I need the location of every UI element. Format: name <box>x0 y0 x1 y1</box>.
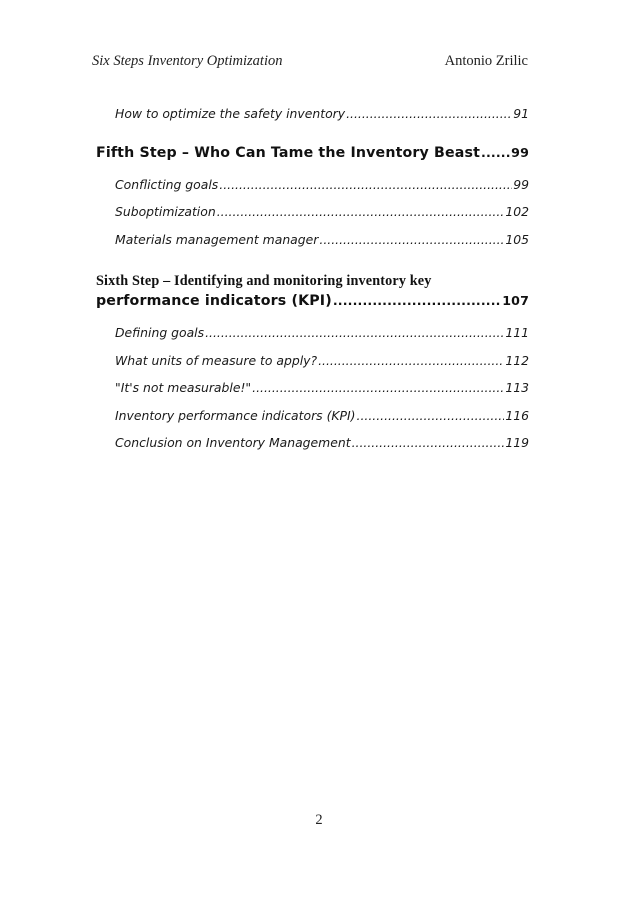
toc-leader-dots <box>333 291 501 310</box>
toc-entry-label: How to optimize the safety inventory <box>115 106 346 121</box>
toc-chapter-label-line2: performance indicators (KPI) <box>96 293 332 309</box>
toc-chapter-page: 107 <box>502 293 529 308</box>
toc-leader-dots <box>481 143 510 162</box>
toc-leader-dots <box>352 429 505 457</box>
toc-entry-page: 91 <box>513 106 529 121</box>
running-header-title: Six Steps Inventory Optimization <box>92 53 283 69</box>
toc-entry-page: 112 <box>505 352 529 368</box>
toc-leader-dots <box>205 319 504 347</box>
toc-entry-label: Materials management manager <box>115 231 319 247</box>
toc-chapter-label: Fifth Step – Who Can Tame the Inventory Beast <box>96 144 481 161</box>
toc-leader-dots <box>318 347 504 375</box>
toc-entry[interactable] <box>96 100 529 128</box>
toc-chapter-entry[interactable] <box>96 143 529 163</box>
toc-entry-page: 105 <box>505 231 529 247</box>
toc-entry[interactable] <box>96 226 529 254</box>
toc-entry-label: Suboptimization <box>115 204 216 219</box>
toc-entry-page: 102 <box>505 204 529 219</box>
toc-chapter-line2 <box>96 291 529 311</box>
toc-entry-label: Conflicting goals <box>115 176 219 192</box>
toc-leader-dots <box>219 171 512 199</box>
toc-leader-dots <box>346 100 512 128</box>
toc-entry-label: What units of measure to apply? <box>115 352 318 368</box>
toc-entry-label: Inventory performance indicators (KPI) <box>115 407 356 423</box>
toc-entry-label: "It's not measurable!" <box>115 380 252 395</box>
toc-leader-dots <box>319 226 504 254</box>
toc-entry-label: Defining goals <box>115 325 205 340</box>
toc-entry[interactable] <box>96 374 529 402</box>
toc-chapter-page: 99 <box>511 144 529 160</box>
toc-entry[interactable] <box>96 402 529 430</box>
toc-entry-page: 99 <box>513 176 529 192</box>
toc-entry-page: 119 <box>505 435 529 450</box>
toc-entry-label: Conclusion on Inventory Management <box>115 435 351 450</box>
toc-chapter-entry[interactable] <box>96 272 529 311</box>
toc-entry[interactable] <box>96 171 529 199</box>
toc-chapter-label-line1: Sixth Step – Identifying and monitoring inventory key <box>96 273 432 289</box>
toc-leader-dots <box>252 374 504 402</box>
toc-leader-dots <box>217 198 505 226</box>
table-of-contents <box>96 100 529 457</box>
toc-entry-page: 111 <box>505 325 529 340</box>
page-number: 2 <box>315 812 323 828</box>
toc-entry-page: 113 <box>505 380 529 395</box>
running-header-author: Antonio Zrilic <box>444 53 528 69</box>
toc-entry[interactable] <box>96 429 529 457</box>
toc-leader-dots <box>357 402 505 430</box>
toc-entry[interactable] <box>96 198 529 226</box>
toc-entry[interactable] <box>96 319 529 347</box>
toc-entry-page: 116 <box>505 407 529 423</box>
toc-entry[interactable] <box>96 347 529 375</box>
